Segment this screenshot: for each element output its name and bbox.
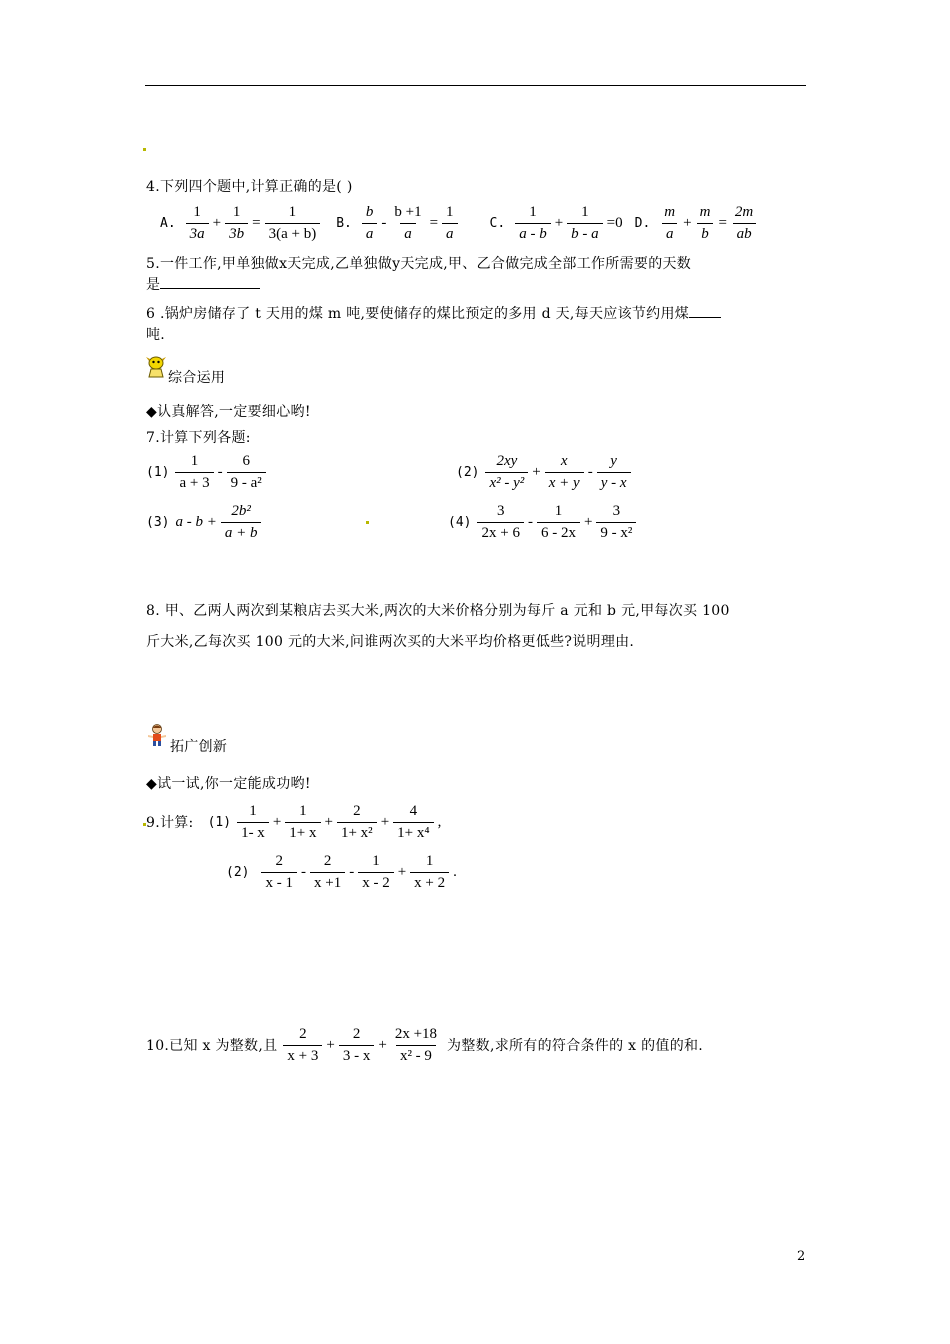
q7-p4-label: (4) [448,515,472,530]
q10 [146,1025,703,1066]
q4-b-frac1: $\frac{b}{a}$ [362,203,378,244]
q10-frac2: $\frac{2}{3 - x}$ [339,1025,375,1066]
q9-p1-op2: + [324,814,333,830]
q5-line1: 5.一件工作,甲单独做x天完成,乙单独做y天完成,甲、乙合做完成全部工作所需要的天数 [146,256,692,272]
q4-a-eq: = [252,215,261,231]
q4-d-op: + [683,215,692,231]
q7-p1-frac2: $\frac{6}{\text{9 - a²}}$ [227,452,266,493]
q9-p2-op1: - [300,864,306,880]
q4-a-op: + [212,215,222,231]
q7-part3 [146,502,263,543]
q9-p2-op3: + [397,864,407,880]
q4-c-frac2: $\frac{1}{b - a}$ [567,203,603,244]
q4-stem: 4.下列四个题中,计算正确的是( ) [146,179,353,195]
page-number: 2 [797,1249,806,1264]
q4-d-label: D. [634,216,651,231]
q4-a-frac2: $\frac{1}{3b}$ [225,203,248,244]
q10-frac3: $\frac{2x +18}{\text{x² - 9}}$ [394,1026,438,1064]
q9-stem: 9.计算: [146,814,194,831]
q7-part2 [456,452,633,493]
q7-p2-frac1: $\frac{2xy}{\text{x² - y²}}$ [485,452,528,493]
q4-a-result: $\frac{1}{3(a + b)}$ [265,203,321,244]
q9-p2-frac2: $\frac{2}{x +1}$ [310,852,345,893]
q7-p2-op1: + [532,464,541,480]
q4-d-frac1: $\frac{m}{a}$ [660,203,679,244]
q7-p2-op2: - [587,464,593,480]
q9-p2-frac3: $\frac{1}{x - 2}$ [358,852,394,893]
q9-p2-frac4: $\frac{1}{x + 2}$ [410,852,449,893]
q7-part1 [146,452,268,493]
marker-dot [366,521,369,524]
marker-dot [143,148,146,151]
cartoon-boy-icon [145,723,169,747]
q10-op1: + [326,1037,335,1053]
q7-p2-label: (2) [456,465,480,480]
q9-p2-end: . [453,864,457,880]
section1-instruction: ◆认真解答,一定要细心哟! [146,404,311,420]
q7-p4-frac1: $\frac{3}{2x + 6}$ [477,502,523,543]
q7-p3-label: (3) [146,515,170,530]
q9-p2-op2: - [349,864,355,880]
q4-b-frac2: $\frac{b +1}{a}$ [394,204,422,242]
q4-a-frac1: $\frac{1}{3a}$ [186,203,209,244]
q9-part1 [146,802,443,843]
q4-d-result: $\frac{2m}{ab}$ [731,203,757,244]
q7-p4-op2: + [583,514,593,530]
q9-p2-frac1: $\frac{2}{x - 1}$ [261,852,297,893]
q4-c-frac1: $\frac{1}{a - b}$ [515,203,551,244]
header-rule [145,85,806,86]
q7-p2-frac2: $\frac{x}{x + y}$ [545,452,584,493]
q7-part4 [448,502,638,543]
q4-a-label: A. [160,216,176,231]
section1-title: 综合运用 [168,370,226,386]
q4-b-eq: = [429,215,439,231]
q9-p1-frac4: $\frac{4}{\text{1+ x⁴}}$ [393,802,433,843]
q7-p4-op1: - [527,514,533,530]
q4-b-label: B. [336,216,352,231]
q4-d-frac2: $\frac{m}{b}$ [696,203,715,244]
q4-c-eq: =0 [606,215,623,231]
q9-p1-frac2: $\frac{1}{1+ x}$ [285,802,320,843]
q9-p1-op3: + [380,814,390,830]
q7-p1-frac1: $\frac{1}{a + 3}$ [175,452,213,493]
q4-b-op: - [381,215,387,231]
section2-instruction: ◆试一试,你一定能成功哟! [146,776,311,792]
q4-c-op: + [554,215,564,231]
q5-line2: 是 [146,276,260,294]
q4-b-result: $\frac{1}{a}$ [442,203,458,244]
q7-p3-frac1: $\frac{\text{2b²}}{a + b}$ [221,502,262,543]
q7-stem: 7.计算下列各题: [146,430,251,446]
q6-line1: 6 .锅炉房储存了 t 天用的煤 m 吨,要使储存的煤比预定的多用 d 天,每天应该节约用煤 [146,305,721,323]
q8-line1: 8. 甲、乙两人两次到某粮店去买大米,两次的大米价格分别为每斤 a 元和 b 元,甲每次买 100 [146,603,730,619]
q7-p4-frac3: $\frac{3}{\text{9 - x²}}$ [596,502,636,543]
q8-line2: 斤大米,乙每次买 100 元的大米,问谁两次买的大米平均价格更低些?说明理由. [146,634,635,650]
q6-line2: 吨. [146,327,166,343]
q10-pre: 10.已知 x 为整数,且 [146,1037,278,1054]
q7-p2-frac3: $\frac{y}{y - x}$ [597,452,631,493]
cartoon-mascot-icon [144,355,168,379]
q9-p1-frac3: $\frac{2}{\text{1+ x²}}$ [337,802,377,843]
q9-part2 [226,852,459,893]
q4-d-eq: = [718,215,727,231]
section2-title: 拓广创新 [170,739,228,755]
q10-frac1: $\frac{2}{x + 3}$ [283,1025,322,1066]
q7-p4-frac2: $\frac{1}{6 - 2x}$ [537,502,580,543]
q7-p1-op: - [217,464,223,480]
q10-op2: + [378,1037,387,1053]
q9-p1-label: (1) [207,815,232,830]
q4-options [160,203,759,244]
q9-p2-label: (2) [226,865,250,880]
q9-p1-frac1: $\frac{1}{1- x}$ [237,802,269,843]
q7-p1-label: (1) [146,465,170,480]
q7-p3-pre: a - b + [175,514,217,530]
q9-p1-op1: + [272,814,282,830]
q4-c-label: C. [489,216,506,231]
q10-post: 为整数,求所有的符合条件的 x 的值的和. [447,1037,704,1054]
q9-p1-end: , [437,814,442,830]
